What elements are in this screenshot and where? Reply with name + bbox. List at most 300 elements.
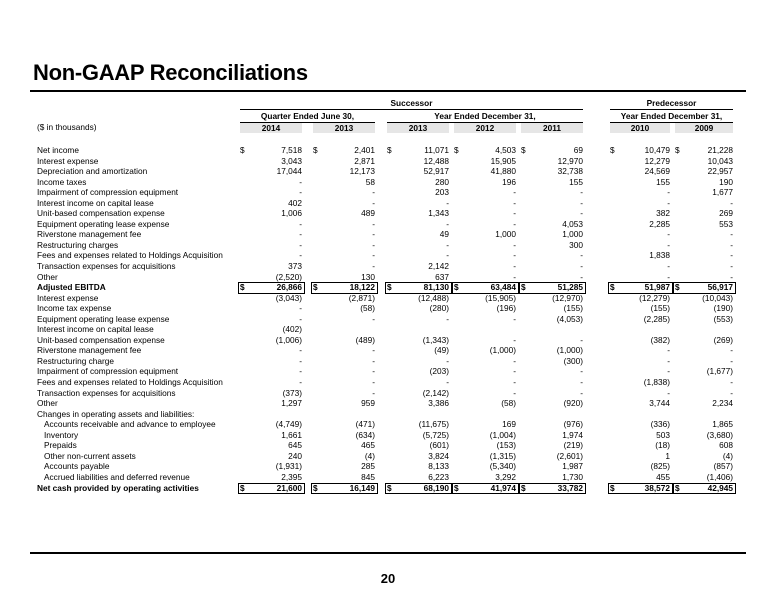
table-row xyxy=(37,198,735,209)
table-row xyxy=(37,240,735,251)
value-cell: - xyxy=(513,218,516,229)
value-cell: (58) xyxy=(360,303,375,314)
value-cell: (12,970) xyxy=(552,292,583,303)
units-label: ($ in thousands) xyxy=(37,122,97,132)
value-cell: - xyxy=(580,271,583,282)
value-cell: 12,173 xyxy=(349,166,375,177)
currency-symbol: $ xyxy=(313,282,318,293)
value-cell: - xyxy=(580,250,583,261)
currency-symbol: $ xyxy=(675,145,680,155)
value-cell: 3,386 xyxy=(428,398,449,409)
value-cell: 300 xyxy=(569,239,583,250)
value-cell: 1 xyxy=(665,450,670,461)
value-cell: (601) xyxy=(429,440,449,451)
row-label: Interest expense xyxy=(37,292,99,303)
value-cell: 465 xyxy=(361,440,375,451)
year-col-6: 2010 xyxy=(610,123,670,133)
currency-symbol: $ xyxy=(387,482,392,493)
value-cell: - xyxy=(580,197,583,208)
table-row xyxy=(37,419,735,430)
table-row xyxy=(37,145,735,156)
value-cell: (382) xyxy=(650,334,670,345)
row-label: Fees and expenses related to Holdings Acquisition xyxy=(37,250,223,261)
value-cell: - xyxy=(667,261,670,272)
row-label: Changes in operating assets and liabilities: xyxy=(37,408,195,419)
table-row xyxy=(37,293,735,304)
value-cell: 1,730 xyxy=(562,471,583,482)
value-cell: (155) xyxy=(650,303,670,314)
value-cell: 608 xyxy=(719,440,733,451)
value-cell: 6,223 xyxy=(428,471,449,482)
row-label: Interest expense xyxy=(37,155,99,166)
value-cell: (10,043) xyxy=(702,292,733,303)
value-cell: (3,043) xyxy=(275,292,302,303)
value-cell: (12,488) xyxy=(418,292,449,303)
value-cell: 12,970 xyxy=(557,155,583,166)
value-cell: - xyxy=(446,197,449,208)
value-cell: 7,518 xyxy=(281,145,302,155)
value-cell: 4,503 xyxy=(495,145,516,155)
value-cell: 32,738 xyxy=(557,166,583,177)
value-cell: 33,782 xyxy=(557,482,583,493)
value-cell: - xyxy=(446,218,449,229)
value-cell: 1,000 xyxy=(495,229,516,240)
value-cell: (49) xyxy=(434,345,449,356)
table-row xyxy=(37,272,735,283)
value-cell: 16,149 xyxy=(349,482,375,493)
row-label: Income tax expense xyxy=(37,303,112,314)
value-cell: 41,974 xyxy=(490,482,516,493)
value-cell: 56,917 xyxy=(707,282,733,293)
value-cell: (1,315) xyxy=(489,450,516,461)
table-row xyxy=(37,451,735,462)
value-cell: 68,190 xyxy=(423,482,449,493)
value-cell: 10,479 xyxy=(644,145,670,155)
value-cell: 169 xyxy=(502,419,516,430)
value-cell: (11,675) xyxy=(418,419,449,430)
value-cell: (2,520) xyxy=(275,271,302,282)
value-cell: 22,957 xyxy=(707,166,733,177)
value-cell: (336) xyxy=(650,419,670,430)
value-cell: - xyxy=(372,187,375,198)
currency-symbol: $ xyxy=(610,282,615,293)
table-row xyxy=(37,324,735,335)
value-cell: 2,871 xyxy=(354,155,375,166)
value-cell: 1,006 xyxy=(281,208,302,219)
value-cell: (489) xyxy=(355,334,375,345)
value-cell: (1,000) xyxy=(489,345,516,356)
row-label: Interest income on capital lease xyxy=(37,197,154,208)
value-cell: (4) xyxy=(722,450,733,461)
currency-symbol: $ xyxy=(313,145,318,155)
value-cell: 42,945 xyxy=(707,482,733,493)
value-cell: (976) xyxy=(563,419,583,430)
value-cell: - xyxy=(580,261,583,272)
value-cell: - xyxy=(513,261,516,272)
table-row xyxy=(37,345,735,356)
table-row xyxy=(37,430,735,441)
value-cell: 130 xyxy=(361,271,375,282)
year-col-1: 2014 xyxy=(240,123,302,133)
value-cell: 203 xyxy=(435,187,449,198)
footer-divider xyxy=(30,552,746,554)
value-cell: 3,043 xyxy=(281,155,302,166)
value-cell: - xyxy=(513,197,516,208)
value-cell: (196) xyxy=(496,303,516,314)
value-cell: 196 xyxy=(502,176,516,187)
value-cell: 373 xyxy=(288,261,302,272)
value-cell: (2,601) xyxy=(556,450,583,461)
value-cell: - xyxy=(513,250,516,261)
value-cell: (5,340) xyxy=(489,461,516,472)
predecessor-header: Predecessor xyxy=(646,98,697,108)
value-cell: - xyxy=(730,271,733,282)
currency-symbol: $ xyxy=(610,482,615,493)
table-row xyxy=(37,388,735,399)
value-cell: (15,905) xyxy=(485,292,516,303)
value-cell: (1,677) xyxy=(706,366,733,377)
value-cell: 15,905 xyxy=(490,155,516,166)
value-cell: - xyxy=(667,345,670,356)
value-cell: - xyxy=(372,250,375,261)
value-cell: - xyxy=(580,387,583,398)
value-cell: 2,395 xyxy=(281,471,302,482)
value-cell: 49 xyxy=(439,229,449,240)
value-cell: - xyxy=(667,187,670,198)
value-cell: 10,043 xyxy=(707,155,733,166)
table-body xyxy=(37,145,735,493)
table-row xyxy=(37,177,735,188)
currency-symbol: $ xyxy=(454,145,459,155)
value-cell: 12,488 xyxy=(423,155,449,166)
value-cell: (1,006) xyxy=(275,334,302,345)
value-cell: (155) xyxy=(563,303,583,314)
predecessor-underline xyxy=(610,109,733,110)
value-cell: - xyxy=(372,345,375,356)
value-cell: 269 xyxy=(719,208,733,219)
value-cell: - xyxy=(299,187,302,198)
value-cell: (1,838) xyxy=(643,377,670,388)
value-cell: - xyxy=(299,366,302,377)
table-row xyxy=(37,314,735,325)
value-cell: - xyxy=(730,261,733,272)
value-cell: 26,866 xyxy=(276,282,302,293)
value-cell: 41,880 xyxy=(490,166,516,177)
value-cell: 190 xyxy=(719,176,733,187)
currency-symbol: $ xyxy=(454,282,459,293)
table-row xyxy=(37,156,735,167)
value-cell: (280) xyxy=(429,303,449,314)
value-cell: - xyxy=(372,313,375,324)
year-col-4: 2012 xyxy=(454,123,516,133)
row-label: Income taxes xyxy=(37,176,87,187)
successor-underline xyxy=(240,109,583,110)
value-cell: 81,130 xyxy=(423,282,449,293)
value-cell: (2,871) xyxy=(348,292,375,303)
value-cell: 1,661 xyxy=(281,429,302,440)
value-cell: - xyxy=(730,377,733,388)
value-cell: (12,279) xyxy=(639,292,670,303)
row-label: Fees and expenses related to Holdings Acquisition xyxy=(37,377,223,388)
value-cell: 3,292 xyxy=(495,471,516,482)
row-label: Depreciation and amortization xyxy=(37,166,148,177)
page-title: Non-GAAP Reconciliations xyxy=(33,60,308,85)
row-label: Unit-based compensation expense xyxy=(37,334,165,345)
table-row xyxy=(37,377,735,388)
row-label: Other xyxy=(37,398,58,409)
value-cell: 58 xyxy=(365,176,375,187)
year-col-7: 2009 xyxy=(675,123,733,133)
value-cell: 4,053 xyxy=(562,218,583,229)
value-cell: 21,228 xyxy=(707,145,733,155)
value-cell: - xyxy=(580,208,583,219)
value-cell: - xyxy=(667,387,670,398)
value-cell: 1,865 xyxy=(712,419,733,430)
value-cell: - xyxy=(446,355,449,366)
value-cell: (58) xyxy=(501,398,516,409)
value-cell: 489 xyxy=(361,208,375,219)
value-cell: 1,000 xyxy=(562,229,583,240)
value-cell: - xyxy=(299,250,302,261)
value-cell: (203) xyxy=(429,366,449,377)
value-cell: (1,004) xyxy=(489,429,516,440)
value-cell: - xyxy=(513,355,516,366)
currency-symbol: $ xyxy=(313,482,318,493)
value-cell: - xyxy=(372,366,375,377)
value-cell: (1,931) xyxy=(275,461,302,472)
value-cell: 1,974 xyxy=(562,429,583,440)
table-row xyxy=(37,303,735,314)
value-cell: - xyxy=(513,366,516,377)
value-cell: - xyxy=(730,345,733,356)
value-cell: - xyxy=(299,218,302,229)
value-cell: 402 xyxy=(288,197,302,208)
value-cell: (402) xyxy=(282,324,302,335)
value-cell: - xyxy=(299,303,302,314)
value-cell: 51,285 xyxy=(557,282,583,293)
row-label: Riverstone management fee xyxy=(37,229,142,240)
currency-symbol: $ xyxy=(454,482,459,493)
value-cell: - xyxy=(730,197,733,208)
value-cell: (1,343) xyxy=(422,334,449,345)
table-row xyxy=(37,219,735,230)
value-cell: - xyxy=(372,239,375,250)
value-cell: (3,680) xyxy=(706,429,733,440)
currency-symbol: $ xyxy=(240,145,245,155)
value-cell: - xyxy=(667,271,670,282)
table-row xyxy=(37,187,735,198)
currency-symbol: $ xyxy=(387,145,392,155)
value-cell: - xyxy=(446,250,449,261)
value-cell: (5,725) xyxy=(422,429,449,440)
value-cell: - xyxy=(446,377,449,388)
value-cell: - xyxy=(299,355,302,366)
value-cell: - xyxy=(667,239,670,250)
value-cell: - xyxy=(513,187,516,198)
currency-symbol: $ xyxy=(240,482,245,493)
value-cell: (219) xyxy=(563,440,583,451)
value-cell: - xyxy=(446,239,449,250)
value-cell: - xyxy=(667,366,670,377)
value-cell: - xyxy=(299,345,302,356)
value-cell: (269) xyxy=(713,334,733,345)
value-cell: - xyxy=(513,334,516,345)
row-label: Adjusted EBITDA xyxy=(37,282,106,293)
currency-symbol: $ xyxy=(240,282,245,293)
row-label: Prepaids xyxy=(44,440,77,451)
value-cell: (4,053) xyxy=(556,313,583,324)
value-cell: - xyxy=(446,313,449,324)
value-cell: 63,484 xyxy=(490,282,516,293)
row-label: Other xyxy=(37,271,58,282)
row-label: Equipment operating lease expense xyxy=(37,218,170,229)
currency-symbol: $ xyxy=(521,482,526,493)
value-cell: (190) xyxy=(713,303,733,314)
value-cell: - xyxy=(299,377,302,388)
value-cell: 503 xyxy=(656,429,670,440)
value-cell: (471) xyxy=(355,419,375,430)
row-label: Riverstone management fee xyxy=(37,345,142,356)
value-cell: 285 xyxy=(361,461,375,472)
value-cell: (825) xyxy=(650,461,670,472)
table-row xyxy=(37,483,735,494)
value-cell: - xyxy=(299,229,302,240)
value-cell: - xyxy=(513,377,516,388)
value-cell: 12,279 xyxy=(644,155,670,166)
value-cell: 455 xyxy=(656,471,670,482)
value-cell: - xyxy=(372,377,375,388)
value-cell: 1,297 xyxy=(281,398,302,409)
value-cell: 155 xyxy=(569,176,583,187)
currency-symbol: $ xyxy=(675,282,680,293)
quarter-header: Quarter Ended June 30, xyxy=(260,111,355,121)
row-label: Transaction expenses for acquisitions xyxy=(37,387,176,398)
value-cell: 845 xyxy=(361,471,375,482)
value-cell: - xyxy=(513,239,516,250)
value-cell: 3,824 xyxy=(428,450,449,461)
value-cell: 18,122 xyxy=(349,282,375,293)
value-cell: 1,987 xyxy=(562,461,583,472)
value-cell: 280 xyxy=(435,176,449,187)
value-cell: - xyxy=(299,313,302,324)
row-label: Transaction expenses for acquisitions xyxy=(37,261,176,272)
value-cell: 637 xyxy=(435,271,449,282)
value-cell: - xyxy=(372,261,375,272)
value-cell: - xyxy=(372,387,375,398)
value-cell: - xyxy=(372,355,375,366)
value-cell: - xyxy=(372,197,375,208)
value-cell: 2,142 xyxy=(428,261,449,272)
currency-symbol: $ xyxy=(521,282,526,293)
value-cell: - xyxy=(513,271,516,282)
value-cell: (2,142) xyxy=(422,387,449,398)
table-row xyxy=(37,335,735,346)
currency-symbol: $ xyxy=(610,145,615,155)
value-cell: 24,569 xyxy=(644,166,670,177)
table-row xyxy=(37,472,735,483)
table-row xyxy=(37,208,735,219)
year-col-3: 2013 xyxy=(387,123,449,133)
value-cell: - xyxy=(667,355,670,366)
row-label: Restructuring charges xyxy=(37,239,119,250)
table-row xyxy=(37,409,735,420)
row-label: Equipment operating lease expense xyxy=(37,313,170,324)
value-cell: 3,744 xyxy=(649,398,670,409)
value-cell: - xyxy=(667,229,670,240)
value-cell: (553) xyxy=(713,313,733,324)
value-cell: 240 xyxy=(288,450,302,461)
value-cell: - xyxy=(513,387,516,398)
value-cell: - xyxy=(372,229,375,240)
value-cell: - xyxy=(730,229,733,240)
table-row xyxy=(37,250,735,261)
value-cell: - xyxy=(513,313,516,324)
table-row xyxy=(37,282,735,293)
value-cell: 2,285 xyxy=(649,218,670,229)
value-cell: - xyxy=(580,187,583,198)
row-label: Restructuring charge xyxy=(37,355,115,366)
value-cell: 17,044 xyxy=(276,166,302,177)
row-label: Unit-based compensation expense xyxy=(37,208,165,219)
value-cell: 959 xyxy=(361,398,375,409)
value-cell: (153) xyxy=(496,440,516,451)
value-cell: (634) xyxy=(355,429,375,440)
value-cell: 38,572 xyxy=(644,482,670,493)
table-row xyxy=(37,366,735,377)
value-cell: - xyxy=(580,377,583,388)
table-row xyxy=(37,261,735,272)
value-cell: (2,285) xyxy=(643,313,670,324)
value-cell: 11,071 xyxy=(424,145,449,155)
value-cell: (300) xyxy=(563,355,583,366)
row-label: Net income xyxy=(37,145,79,155)
value-cell: - xyxy=(730,250,733,261)
page-number: 20 xyxy=(380,571,396,586)
row-label: Impairment of compression equipment xyxy=(37,366,179,377)
currency-symbol: $ xyxy=(521,145,526,155)
year-col-2: 2013 xyxy=(313,123,375,133)
value-cell: (373) xyxy=(282,387,302,398)
row-label: Accounts payable xyxy=(44,461,110,472)
row-label: Impairment of compression equipment xyxy=(37,187,179,198)
value-cell: - xyxy=(513,208,516,219)
value-cell: 52,917 xyxy=(423,166,449,177)
table-row xyxy=(37,398,735,409)
table-row xyxy=(37,440,735,451)
value-cell: (857) xyxy=(713,461,733,472)
successor-header: Successor xyxy=(390,98,433,108)
value-cell: (1,000) xyxy=(556,345,583,356)
title-divider xyxy=(30,90,746,92)
value-cell: (4,749) xyxy=(275,419,302,430)
value-cell: 21,600 xyxy=(276,482,302,493)
value-cell: 8,133 xyxy=(428,461,449,472)
value-cell: 2,401 xyxy=(354,145,375,155)
value-cell: 1,343 xyxy=(428,208,449,219)
table-row xyxy=(37,356,735,367)
table-row xyxy=(37,166,735,177)
value-cell: - xyxy=(372,218,375,229)
value-cell: - xyxy=(299,176,302,187)
value-cell: 51,987 xyxy=(644,282,670,293)
value-cell: (4) xyxy=(364,450,375,461)
value-cell: (920) xyxy=(563,398,583,409)
value-cell: 69 xyxy=(573,145,583,155)
value-cell: (18) xyxy=(655,440,670,451)
table-row xyxy=(37,229,735,240)
value-cell: 2,234 xyxy=(712,398,733,409)
value-cell: - xyxy=(580,334,583,345)
